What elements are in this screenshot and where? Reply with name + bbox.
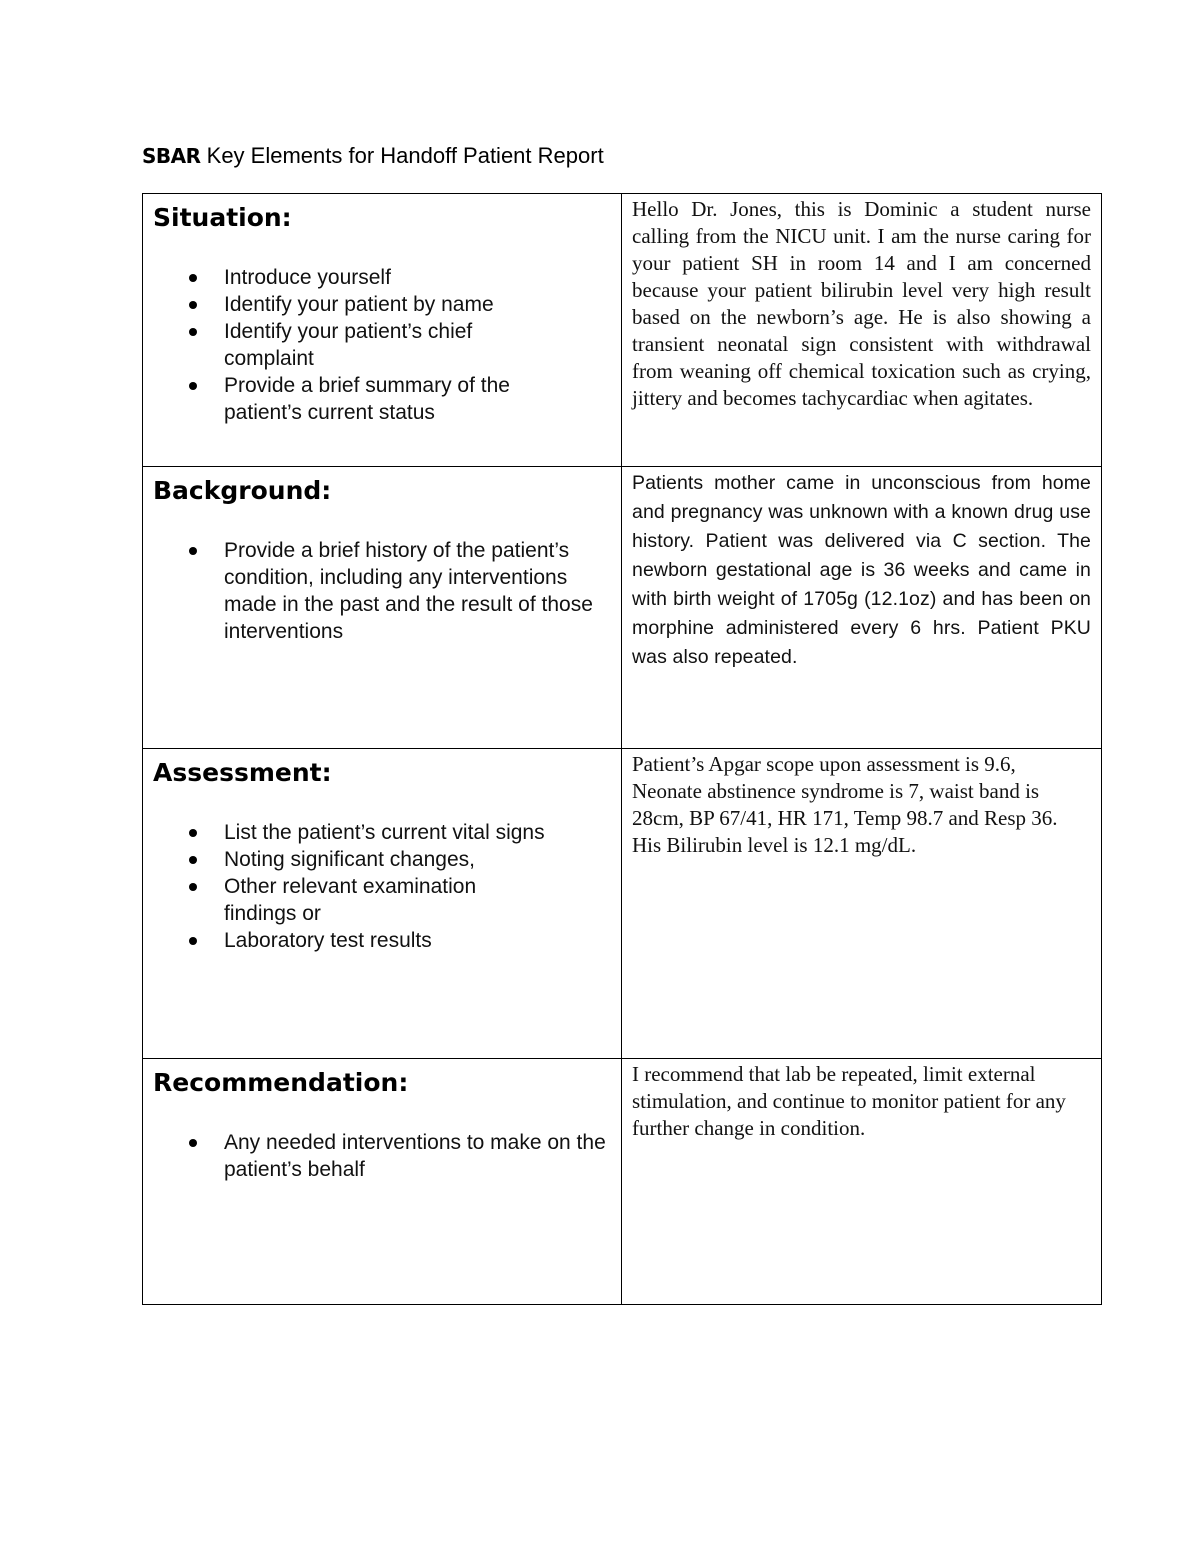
recommendation-heading: Recommendation: <box>153 1068 409 1097</box>
assessment-response-cell <box>622 749 1102 1059</box>
sbar-table <box>142 193 1102 1305</box>
bullet-item: Provide a brief summary of the patient’s current status <box>153 372 611 426</box>
background-row <box>143 467 1102 749</box>
situation-response: Hello Dr. Jones, this is Dominic a student nurse calling from the NICU unit. I am the nurse caring for your patient SH in room 14 and I am concerned because your patient bilirubin level very high result based on the newborn’s age. He is also showing a transient neonatal sign consistent with withdrawal from weaning off chemical toxication such as crying, jittery and becomes tachycardiac when agitates. <box>632 197 1091 410</box>
background-response-cell <box>622 467 1102 749</box>
bullet-item: Noting significant changes, <box>153 846 611 873</box>
situation-heading: Situation: <box>153 203 292 232</box>
assessment-row <box>143 749 1102 1059</box>
bullet-item: Introduce yourself <box>153 264 611 291</box>
bullet-item: Laboratory test results <box>153 927 611 954</box>
bullet-item: Identify your patient by name <box>153 291 611 318</box>
bullet-item: Provide a brief history of the patient’s condition, including any interventions made in the past and the result of those interventions <box>153 537 611 645</box>
title-acronym: SBAR <box>142 144 201 168</box>
background-prompt-cell <box>143 467 622 749</box>
background-response: Patients mother came in unconscious from home and pregnancy was unknown with a known drug use history. Patient was delivered via C section. The newborn gestational age is 36 weeks and came in with birth weight of 1705g (12.1oz) and has been on morphine administered every 6 hrs. Patient PKU was also repeated. <box>632 472 1091 668</box>
assessment-bullets <box>153 819 611 954</box>
recommendation-response: I recommend that lab be repeated, limit external stimulation, and continue to monitor patient for any further change in condition. <box>632 1062 1066 1140</box>
bullet-item: Identify your patient’s chief complaint <box>153 318 611 372</box>
recommendation-prompt-cell <box>143 1059 622 1305</box>
recommendation-bullets <box>153 1129 611 1183</box>
bullet-item: Any needed interventions to make on the patient’s behalf <box>153 1129 611 1183</box>
background-heading: Background: <box>153 476 332 505</box>
situation-bullets <box>153 264 611 426</box>
assessment-heading: Assessment: <box>153 758 332 787</box>
background-bullets <box>153 537 611 645</box>
situation-row <box>143 194 1102 467</box>
bullet-item: List the patient’s current vital signs <box>153 819 611 846</box>
recommendation-row <box>143 1059 1102 1305</box>
assessment-response: Patient’s Apgar scope upon assessment is 9.6, Neonate abstinence syndrome is 7, waist band is 28cm, BP 67/41, HR 171, Temp 98.7 and Resp 36. His Bilirubin level is 12.1 mg/dL. <box>632 752 1058 857</box>
document-title <box>142 143 604 169</box>
bullet-item: Other relevant examination findings or <box>153 873 611 927</box>
situation-prompt-cell <box>143 194 622 467</box>
recommendation-response-cell <box>622 1059 1102 1305</box>
title-text: Key Elements for Handoff Patient Report <box>200 143 604 168</box>
assessment-prompt-cell <box>143 749 622 1059</box>
situation-response-cell <box>622 194 1102 467</box>
